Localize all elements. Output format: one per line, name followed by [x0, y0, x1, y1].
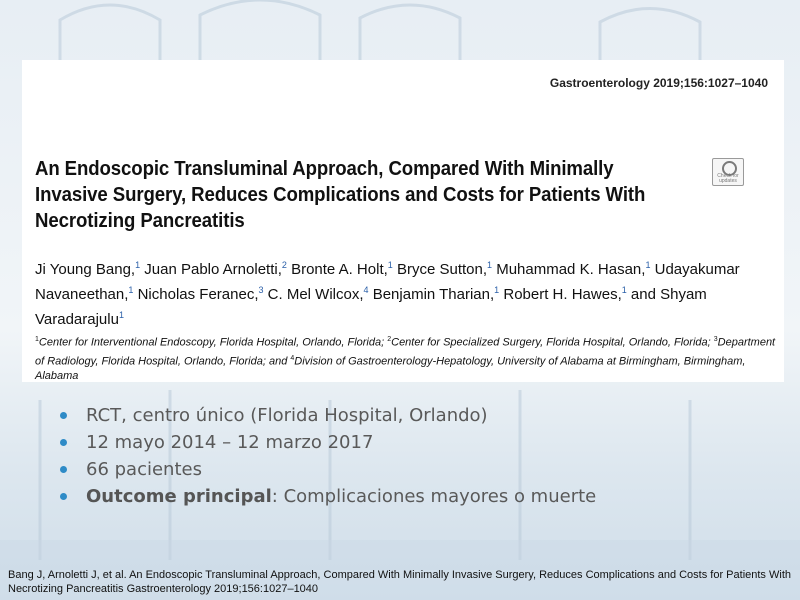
affiliation-text: Center for Interventional Endoscopy, Florida Hospital, Orlando, Florida; — [38, 336, 388, 349]
author-affiliation-number: 1 — [387, 260, 393, 270]
affiliation-text: Center for Specialized Surgery, Florida Hospital, Orlando, Florida; — [391, 336, 714, 349]
bullet-text: RCT, centro único (Florida Hospital, Orlando) — [86, 405, 488, 426]
bullet-text: 12 mayo 2014 – 12 marzo 2017 — [86, 432, 374, 453]
bullet-item — [56, 483, 596, 510]
author-name: Juan Pablo Arnoletti, — [144, 261, 282, 278]
author-affiliation-number: 2 — [281, 260, 287, 270]
author-affiliation-number: 1 — [494, 285, 500, 295]
bullet-text: : Complicaciones mayores o muerte — [271, 486, 597, 507]
journal-reference: Gastroenterology 2019;156:1027–1040 — [549, 76, 768, 90]
citation-footer: Bang J, Arnoletti J, et al. An Endoscopic Transluminal Approach, Compared With Minimally Invasive Surgery, Reduces Complications and Costs for Patients With Necrotizing Pancreatitis Gastroenterology 2019;156:1027–1040 — [8, 569, 791, 595]
bullet-dot-icon — [60, 439, 67, 446]
author-name: Bronte A. Holt, — [291, 261, 388, 278]
author-name: C. Mel Wilcox, — [267, 286, 364, 303]
author-affiliation-number: 1 — [645, 260, 651, 270]
affiliation-number: 2 — [387, 336, 392, 343]
affiliation-number: 3 — [713, 336, 718, 343]
affiliation-number: 4 — [290, 354, 295, 362]
affiliation-text: Department of Radiology, Florida Hospital, Orlando, Florida; and — [35, 336, 776, 368]
author-name: Benjamin Tharian, — [372, 286, 495, 303]
author-affiliation-number: 4 — [363, 285, 369, 295]
affiliation-text: Division of Gastroenterology-Hepatology, University of Alabama at Birmingham, Birmingham, Alabama — [35, 355, 746, 383]
author-affiliation-number: 3 — [258, 285, 264, 295]
bullet-dot-icon — [60, 466, 67, 473]
bullet-dot-icon — [60, 493, 67, 500]
affiliations — [35, 332, 780, 384]
author-affiliation-number: 1 — [621, 285, 627, 295]
bullet-dot-icon — [60, 412, 67, 419]
paper-header-card — [22, 60, 784, 382]
author-name: and Shyam Varadarajulu — [35, 286, 707, 328]
crossmark-label: Check for updates — [717, 173, 739, 184]
author-affiliation-number: 1 — [128, 285, 134, 295]
bullet-item — [56, 429, 596, 456]
author-name: Ji Young Bang, — [35, 261, 136, 278]
author-name: Muhammad K. Hasan, — [496, 261, 646, 278]
author-affiliation-number: 1 — [487, 260, 493, 270]
author-list — [35, 255, 775, 330]
bullet-bold-label: Outcome principal — [86, 486, 272, 507]
bullet-item — [56, 456, 596, 483]
author-name: Bryce Sutton, — [396, 261, 488, 278]
bullet-list — [56, 402, 596, 510]
author-name: Robert H. Hawes, — [503, 286, 622, 303]
author-affiliation-number: 1 — [135, 260, 141, 270]
author-name: Nicholas Feranec, — [137, 286, 259, 303]
check-for-updates-badge[interactable] — [712, 158, 744, 186]
author-affiliation-number: 1 — [118, 310, 124, 320]
bullet-text: 66 pacientes — [86, 459, 202, 480]
affiliation-number: 1 — [35, 336, 39, 343]
paper-title: An Endoscopic Transluminal Approach, Compared With Minimally Invasive Surgery, Reduces Complications and Costs for Patients With Necrotizing Pancreatitis — [35, 158, 646, 232]
bullet-item — [56, 402, 596, 429]
author-name: Udayakumar Navaneethan, — [35, 261, 740, 303]
